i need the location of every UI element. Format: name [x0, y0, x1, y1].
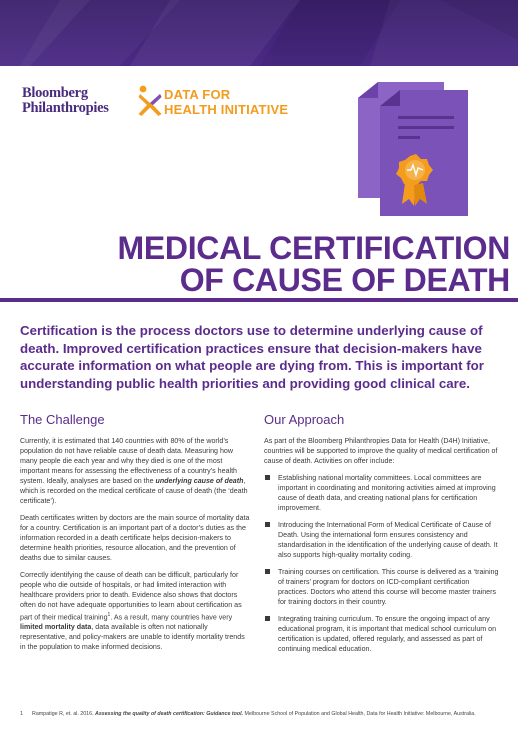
- list-item: Training courses on certification. This course is delivered as a ‘training of trainers’ program for doctors on ICD-compliant certification practices. Doctors who attend this course will become master trainers for training doctors in their country.: [264, 567, 500, 607]
- bloomberg-logo-line2: Philanthropies: [22, 100, 109, 116]
- emphasis-limited-mortality: limited mortality data: [20, 623, 92, 632]
- data-for-health-logo: [164, 87, 304, 117]
- title-line-2: OF CAUSE OF DEATH: [179, 262, 510, 298]
- emphasis-underlying-cause: underlying cause of death: [155, 477, 244, 485]
- approach-list: [264, 473, 500, 654]
- bloomberg-logo: [22, 86, 132, 116]
- approach-intro: As part of the Bloomberg Philanthropies Data for Health (D4H) Initiative, countries will be supported to improve the quality of medical certification of cause of death. Activities on offer include:: [264, 437, 498, 465]
- bullet-icon: [265, 522, 270, 527]
- d4h-logo-line1: DATA FOR: [164, 87, 231, 102]
- bullet-icon: [265, 616, 270, 621]
- list-item: Integrating training curriculum. To ensure the ongoing impact of any educational program, it is important that medical school curriculum on certification is updated, offered regularly, and assessed as part of continuing medical education.: [264, 614, 500, 654]
- d4h-logo-line2: HEALTH INITIATIVE: [164, 102, 289, 117]
- challenge-heading: The Challenge: [20, 412, 105, 427]
- footnote: 1 Rampatige R, et. al. 2016. Assessing the quality of death certification: Guidance tool. Melbourne School of Population and Global Health, Data for Health Initiative: Melbourne, Australia.: [20, 711, 476, 717]
- bullet-icon: [265, 569, 270, 574]
- approach-section: [264, 412, 500, 661]
- page-title: [90, 232, 510, 296]
- challenge-paragraph-3: Correctly identifying the cause of death can be difficult, particularly for people who die outside of hospitals, or had limited interaction with healthcare providers prior to death. Evidence also shows that doctors often do not have adequate opportunities to learn about certification as part of their medical training$^1$. As a result, many countries have very limited mortality data, data available is often not nationally representative, and policy-makers are unable to identify mortality trends in the population to make informed decisions.: [20, 571, 245, 652]
- footnote-title: Assessing the quality of death certification: Guidance tool.: [95, 711, 244, 717]
- challenge-paragraph-1: Currently, it is estimated that 140 countries with 80% of the world’s population do not have reliable cause of death data. Measuring how many people die each year and why they died is one of the most important means for assessing the effectiveness of a country’s health system. Ideally, analyses are based on the underlying cause of death, which is recorded on the medical certificate of cause of death (the ‘death certificate’).: [20, 437, 248, 505]
- list-item: Introducing the International Form of Medical Certificate of Cause of Death. Using the international form ensures consistency and standardisation in the identification of the underlying cause of death. It also supports high-quality mortality coding.: [264, 520, 500, 560]
- intro-paragraph: Certification is the process doctors use to determine underlying cause of death. Improved certification practices ensure that decision-makers have accurate information on what people are dying from. This is important for understanding public health priorities and providing good clinical care.: [20, 323, 484, 391]
- approach-heading: Our Approach: [264, 412, 345, 427]
- challenge-paragraph-2: Death certificates written by doctors are the main source of mortality data for a country. Certification is an important part of a doctor’s duties as the information recorded in a death certificate helps decision-makers to determine health priorities, resource allocation, and the prevention of deaths due to similar causes.: [20, 514, 250, 562]
- title-line-1: MEDICAL CERTIFICATION: [117, 230, 510, 266]
- top-banner: [0, 0, 518, 66]
- list-item: Establishing national mortality committees. Local committees are important in coordinating and monitoring activities aimed at improving cause of death data, and creating national plans for certification improvement.: [264, 473, 500, 513]
- footnote-reference: 1: [107, 612, 111, 618]
- bullet-icon: [265, 475, 270, 480]
- footnote-number: 1: [20, 711, 23, 717]
- person-x-icon: [138, 84, 162, 118]
- challenge-section: [20, 412, 252, 659]
- certificate-documents-icon: [348, 80, 478, 220]
- banner-pattern: [0, 0, 518, 66]
- title-divider: [0, 298, 518, 302]
- bloomberg-logo-line1: Bloomberg: [22, 85, 88, 101]
